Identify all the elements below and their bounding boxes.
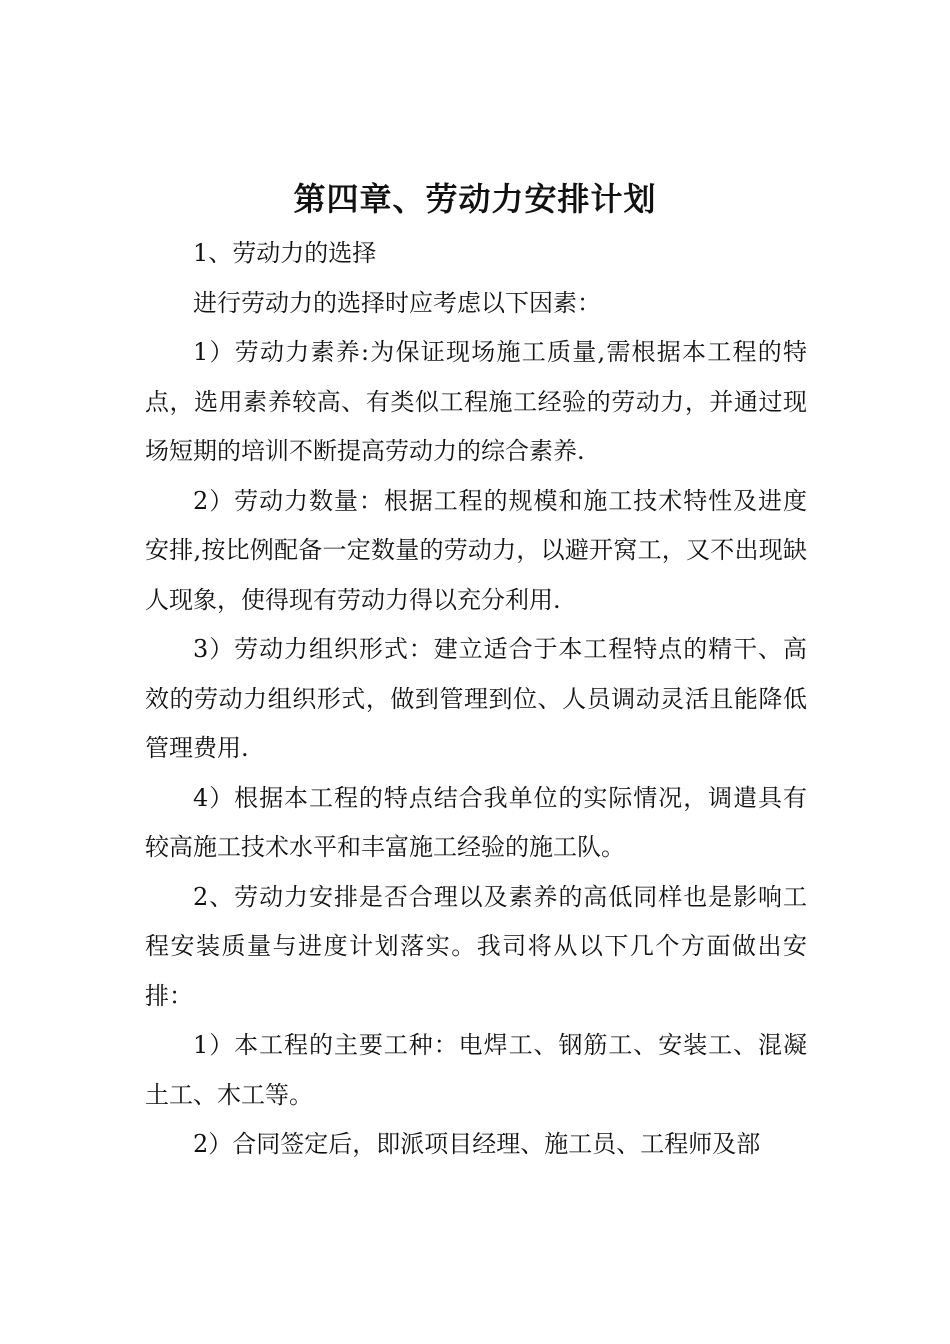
paragraph-labor-quantity: 2）劳动力数量：根据工程的规模和施工技术特性及进度安排,按比例配备一定数量的劳动力，以避开窝工，又不出现缺人现象，使得现有劳动力得以充分利用. <box>145 486 807 614</box>
paragraph-main-trades: 1）本工程的主要工种：电焊工、钢筋工、安装工、混凝土工、木工等。 <box>145 1031 807 1109</box>
paragraph-labor-quality: 1）劳动力素养:为保证现场施工质量,需根据本工程的特点，选用素养较高、有类似工程施工经验的劳动力，并通过现场短期的培训不断提高劳动力的综合素养. <box>145 338 807 465</box>
section-heading-labor-selection: 1、劳动力的选择 <box>193 239 377 267</box>
paragraph-selection-factors-intro: 进行劳动力的选择时应考虑以下因素： <box>193 288 601 317</box>
document-body <box>145 229 807 1170</box>
paragraph-contract-staffing: 2）合同签定后，即派项目经理、施工员、工程师及部 <box>193 1130 761 1158</box>
paragraph-construction-team: 4）根据本工程的特点结合我单位的实际情况，调遣具有较高施工技术水平和丰富施工经验的施工队。 <box>145 783 807 861</box>
section-heading-labor-arrangement: 2、劳动力安排是否合理以及素养的高低同样也是影响工程安装质量与进度计划落实。我司将从以下几个方面做出安排： <box>145 882 807 1010</box>
chapter-title: 第四章、劳动力安排计划 <box>293 180 657 219</box>
paragraph-labor-organization: 3）劳动力组织形式：建立适合于本工程特点的精干、高效的劳动力组织形式，做到管理到位、人员调动灵活且能降低管理费用. <box>145 635 807 762</box>
